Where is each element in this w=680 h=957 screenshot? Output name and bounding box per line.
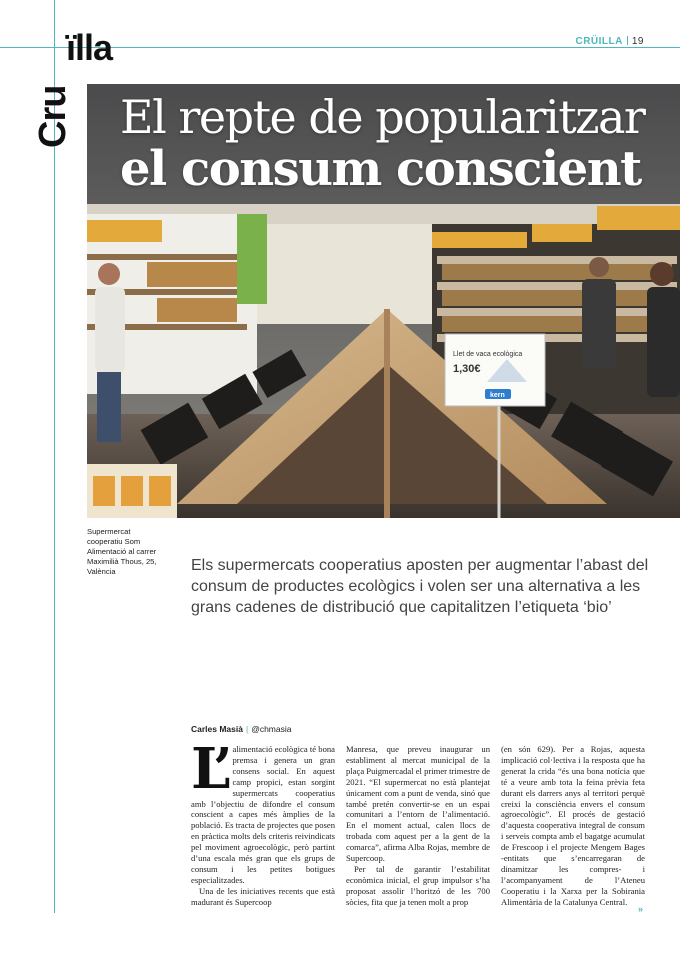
article-lead: Els supermercats cooperatius aposten per augmentar l’abast del consum de productes ecològics i volen ser una alternativa a les grans cadenes de distribució que capitalitzen l’etiqueta ‘bio’: [191, 557, 649, 616]
body-paragraph: Manresa, que preveu inaugurar un establiment al mercat municipal de la plaça Puigmercadal el primer trimestre de 2021. “El supermercat no està plantejat únicament com a punt de venda, sinó que també pretén convertir-se en un espai comunitari a l’entorn de l’alimentació. En el moment actual, calen llocs de trobada com aquest per a la gent de la comarca”, afirma Alba Rojas, membre de Supercoop.: [346, 744, 490, 864]
body-paragraph: [191, 736, 335, 886]
title-line-1: El repte de popularitzar: [120, 90, 645, 144]
section-brand-vertical: [33, 58, 73, 148]
header-divider: [627, 36, 628, 45]
article-title: [120, 92, 680, 196]
brand-vertical-text: Cru: [32, 85, 74, 148]
byline-divider: |: [245, 724, 249, 734]
photo-caption: Supermercat cooperatiu Som Alimentació al carrer Maximilià Thous, 25, València: [87, 527, 157, 576]
section-label: CRÜILLA: [575, 36, 623, 47]
body-paragraph: (en són 629). Per a Rojas, aquesta implicació col·lectiva i la resposta que ha generat la crida “és una bona notícia que té a veure amb tota la feina prèvia feta durant els darrers anys al territori perquè creixi la consciència envers el consum agroecològic”. El procés de gestació d’aquesta cooperativa integral de consum i serveis compta amb el bagatge acumulat de Frescoop i el projecte Mengem Bages -entitats que s’encarregaran de dinamitzar les compres- i l’acompanyament de l’Ateneu Cooperatiu i la Xarxa per la Sobirania Alimentària de la Catalunya Central.: [501, 744, 645, 907]
paragraph-text: alimentació ecològica té bona premsa i genera un gran consens social. En aquest camp propici, estan sorgint supermercats cooperatius amb l’objectiu de difondre el consum conscient a capes més àmplies de la població. Es tracta de projectes que posen en pràctica molts dels criteris reivindicats pel moviment agroecològic, però partint d’una escala més gran que els grups de consum i les petites botigues especialitzades.: [191, 744, 335, 885]
page-number: 19: [631, 36, 644, 47]
byline: [191, 724, 291, 734]
section-brand-horizontal: ïlla: [66, 27, 113, 68]
price-tag-name: Llet de vaca ecològica: [453, 351, 523, 358]
body-paragraph: Per tal de garantir l’estabilitat econòmica inicial, el grup impulsor s’ha proposat assolir l’horitzó de les 700 sòcies, fita que ja tenen molt a prop: [346, 863, 490, 907]
running-header: [575, 36, 644, 47]
drop-cap: L’: [191, 736, 229, 802]
price-tag-price: 1,30€: [453, 363, 481, 375]
body-column-1: [191, 736, 335, 908]
body-paragraph: Una de les iniciatives recents que està madurant és Supercoop: [191, 885, 335, 907]
body-column-3: [501, 744, 645, 908]
title-line-2: el consum conscient: [120, 141, 641, 197]
continue-mark: »: [638, 904, 644, 914]
supermarket-photo: [87, 84, 680, 518]
price-tag-brand: kern: [490, 392, 505, 399]
author-handle: @chmasia: [251, 724, 292, 734]
author-name: Carles Masià: [191, 724, 243, 734]
body-column-2: [346, 744, 490, 908]
